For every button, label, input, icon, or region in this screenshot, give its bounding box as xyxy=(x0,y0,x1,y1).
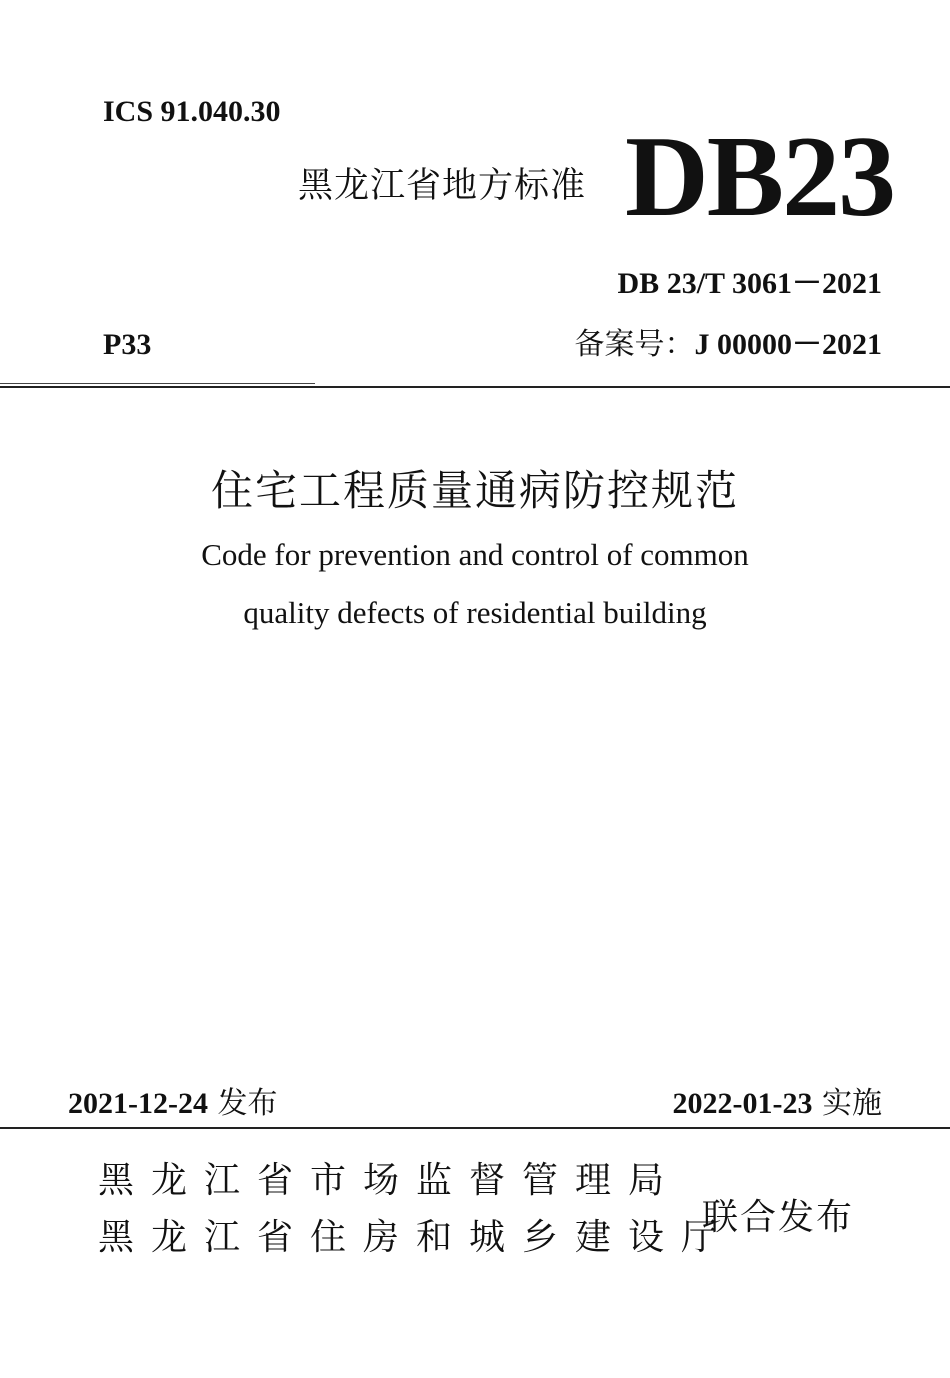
publish-date-line xyxy=(68,1085,278,1123)
publish-date: 2021-12-24 xyxy=(68,1087,208,1120)
implement-date: 2022-01-23 xyxy=(672,1087,813,1120)
category-code: P33 xyxy=(103,328,152,361)
title-english-line1: Code for prevention and control of common xyxy=(201,537,749,572)
provincial-standard-label: 黑龙江省地方标准 xyxy=(298,166,587,206)
top-divider-accent xyxy=(0,383,315,384)
db-mark: DB23 xyxy=(625,113,895,241)
publish-label: 发布 xyxy=(207,1086,278,1121)
title-english-line2: quality defects of residential building xyxy=(243,595,707,630)
title-chinese: 住宅工程质量通病防控规范 xyxy=(210,466,739,515)
record-label: 备案号： xyxy=(574,327,695,362)
implement-date-line xyxy=(672,1085,882,1123)
ics-code: ICS 91.040.30 xyxy=(103,95,281,128)
record-number-line xyxy=(575,326,883,364)
record-number: J 00000－2021 xyxy=(694,328,882,361)
implement-label: 实施 xyxy=(812,1086,882,1121)
joint-release-label: 联合发布 xyxy=(702,1197,855,1238)
issuer-housing-construction: 黑龙江省住房和城乡建设厅 xyxy=(98,1217,735,1258)
bottom-divider xyxy=(0,1127,950,1129)
issuer-market-regulation: 黑龙江省市场监督管理局 xyxy=(98,1160,682,1201)
top-divider xyxy=(0,386,950,388)
standard-number: DB 23/T 3061－2021 xyxy=(617,267,882,300)
